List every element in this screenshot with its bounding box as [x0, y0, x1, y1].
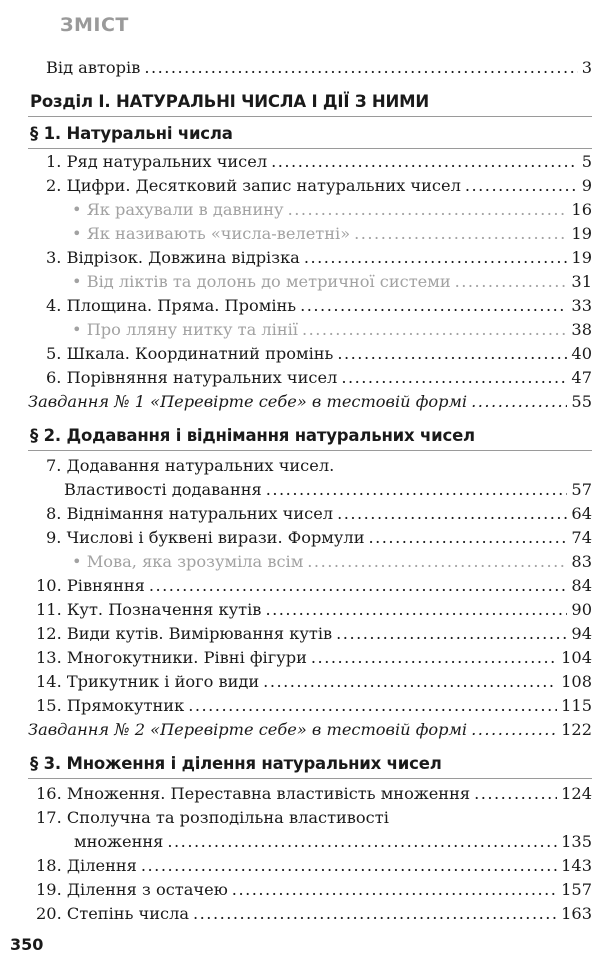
entry-page: 47 [571, 368, 592, 387]
entry-title: 16. Множення. Переставна властивість множення [36, 784, 471, 803]
toc-entry-test [0, 390, 609, 414]
leader-dots [307, 550, 567, 574]
toc-entry-line: 17. Сполучна та розподільна властивості [36, 808, 389, 827]
entry-page: 38 [571, 320, 592, 339]
section-heading-3: § 3. Множення і ділення натуральних чисел [30, 754, 442, 773]
toc-heading: ЗМІСТ [60, 14, 129, 36]
entry-title: 9. Числові і буквені вирази. Формули [46, 528, 365, 547]
entry-page: 19 [571, 224, 592, 243]
entry-title: 15. Прямокутник [36, 696, 185, 715]
entry-page: 3 [581, 58, 592, 77]
leader-dots [193, 902, 557, 926]
part-heading: Розділ I. НАТУРАЛЬНІ ЧИСЛА І ДІЇ З НИМИ [30, 92, 429, 111]
entry-title: 8. Віднімання натуральних чисел [46, 504, 334, 523]
entry-title: 11. Кут. Позначення кутів [36, 600, 262, 619]
leader-dots [337, 342, 567, 366]
entry-title: • Як називають «числа-велетні» [72, 224, 351, 243]
entry-title: • Мова, яка зрозуміла всім [72, 552, 304, 571]
entry-title: 18. Ділення [36, 856, 137, 875]
toc-entry [0, 854, 609, 878]
toc-entry [0, 246, 609, 270]
toc-entry [0, 878, 609, 902]
entry-title: 14. Трикутник і його види [36, 672, 260, 691]
toc-entry [0, 294, 609, 318]
leader-dots [263, 670, 557, 694]
leader-dots [141, 854, 557, 878]
entry-title: 19. Ділення з остачею [36, 880, 228, 899]
leader-dots [455, 270, 568, 294]
toc-entry-supplement [0, 318, 609, 342]
entry-title: 1. Ряд натуральних чисел [46, 152, 268, 171]
leader-dots [474, 782, 557, 806]
entry-page: 57 [571, 480, 592, 499]
toc-entry [0, 646, 609, 670]
entry-page: 124 [561, 784, 592, 803]
entry-page: 90 [571, 600, 592, 619]
leader-dots [265, 598, 567, 622]
entry-title: 2. Цифри. Десятковий запис натуральних чисел [46, 176, 461, 195]
entry-page: 84 [571, 576, 592, 595]
toc-entry [0, 598, 609, 622]
entry-title: 12. Види кутів. Вимірювання кутів [36, 624, 333, 643]
toc-entry [0, 830, 609, 854]
divider [28, 116, 592, 117]
toc-entry [0, 622, 609, 646]
leader-dots [465, 174, 578, 198]
entry-title: Від авторів [46, 58, 141, 77]
toc-entry [0, 174, 609, 198]
toc-entry [0, 526, 609, 550]
entry-title: 4. Площина. Пряма. Промінь [46, 296, 297, 315]
leader-dots [341, 366, 567, 390]
entry-page: 157 [561, 880, 592, 899]
section-heading-2: § 2. Додавання і віднімання натуральних чисел [30, 426, 475, 445]
entry-page: 83 [571, 552, 592, 571]
leader-dots [144, 56, 577, 80]
section-heading-1: § 1. Натуральні числа [30, 124, 233, 143]
entry-title: • Як рахували в давнину [72, 200, 284, 219]
entry-title: Завдання № 1 «Перевірте себе» в тестовій формі [28, 392, 468, 411]
entry-page: 64 [571, 504, 592, 523]
entry-page: 94 [571, 624, 592, 643]
leader-dots [266, 478, 568, 502]
toc-entry-supplement [0, 198, 609, 222]
leader-dots [271, 150, 578, 174]
leader-dots [304, 246, 568, 270]
entry-title: множення [74, 832, 164, 851]
entry-page: 74 [571, 528, 592, 547]
toc-entry [0, 902, 609, 926]
entry-page: 115 [561, 696, 592, 715]
entry-title: 6. Порівняння натуральних чисел [46, 368, 338, 387]
entry-title: 10. Рівняння [36, 576, 145, 595]
entry-page: 135 [561, 832, 592, 851]
toc-entry-supplement [0, 550, 609, 574]
divider [28, 778, 592, 779]
toc-entry [0, 342, 609, 366]
leader-dots [149, 574, 568, 598]
leader-dots [311, 646, 557, 670]
leader-dots [232, 878, 557, 902]
toc-entry-supplement [0, 270, 609, 294]
entry-page: 16 [571, 200, 592, 219]
entry-page: 108 [561, 672, 592, 691]
entry-page: 55 [571, 392, 592, 411]
leader-dots [471, 718, 557, 742]
toc-entry-supplement [0, 222, 609, 246]
leader-dots [302, 318, 567, 342]
entry-page: 33 [571, 296, 592, 315]
entry-title: • Про лляну нитку та лінії [72, 320, 298, 339]
entry-page: 104 [561, 648, 592, 667]
entry-page: 143 [561, 856, 592, 875]
leader-dots [336, 622, 567, 646]
toc-entry [0, 782, 609, 806]
toc-entry-authors [0, 56, 609, 80]
entry-page: 163 [561, 904, 592, 923]
toc-entry [0, 670, 609, 694]
entry-page: 122 [561, 720, 592, 739]
entry-page: 9 [581, 176, 592, 195]
entry-page: 31 [571, 272, 592, 291]
entry-title: Властивості додавання [64, 480, 262, 499]
entry-page: 5 [581, 152, 592, 171]
toc-entry-test [0, 718, 609, 742]
entry-title: 20. Степінь числа [36, 904, 190, 923]
toc-entry [0, 694, 609, 718]
leader-dots [167, 830, 557, 854]
page-number: 350 [10, 935, 44, 954]
divider [28, 450, 592, 451]
entry-page: 40 [571, 344, 592, 363]
entry-title: 13. Многокутники. Рівні фігури [36, 648, 307, 667]
toc-entry [0, 150, 609, 174]
entry-title: 3. Відрізок. Довжина відрізка [46, 248, 300, 267]
toc-entry [0, 478, 609, 502]
toc-entry [0, 502, 609, 526]
leader-dots [188, 694, 557, 718]
leader-dots [471, 390, 567, 414]
toc-entry-line: 7. Додавання натуральних чисел. [46, 456, 335, 475]
leader-dots [300, 294, 567, 318]
entry-page: 19 [571, 248, 592, 267]
entry-title: 5. Шкала. Координатний промінь [46, 344, 334, 363]
toc-entry [0, 574, 609, 598]
entry-title: Завдання № 2 «Перевірте себе» в тестовій формі [28, 720, 468, 739]
leader-dots [288, 198, 568, 222]
toc-entry [0, 366, 609, 390]
divider [28, 148, 592, 149]
leader-dots [354, 222, 567, 246]
leader-dots [369, 526, 568, 550]
entry-title: • Від ліктів та долонь до метричної системи [72, 272, 451, 291]
leader-dots [337, 502, 567, 526]
